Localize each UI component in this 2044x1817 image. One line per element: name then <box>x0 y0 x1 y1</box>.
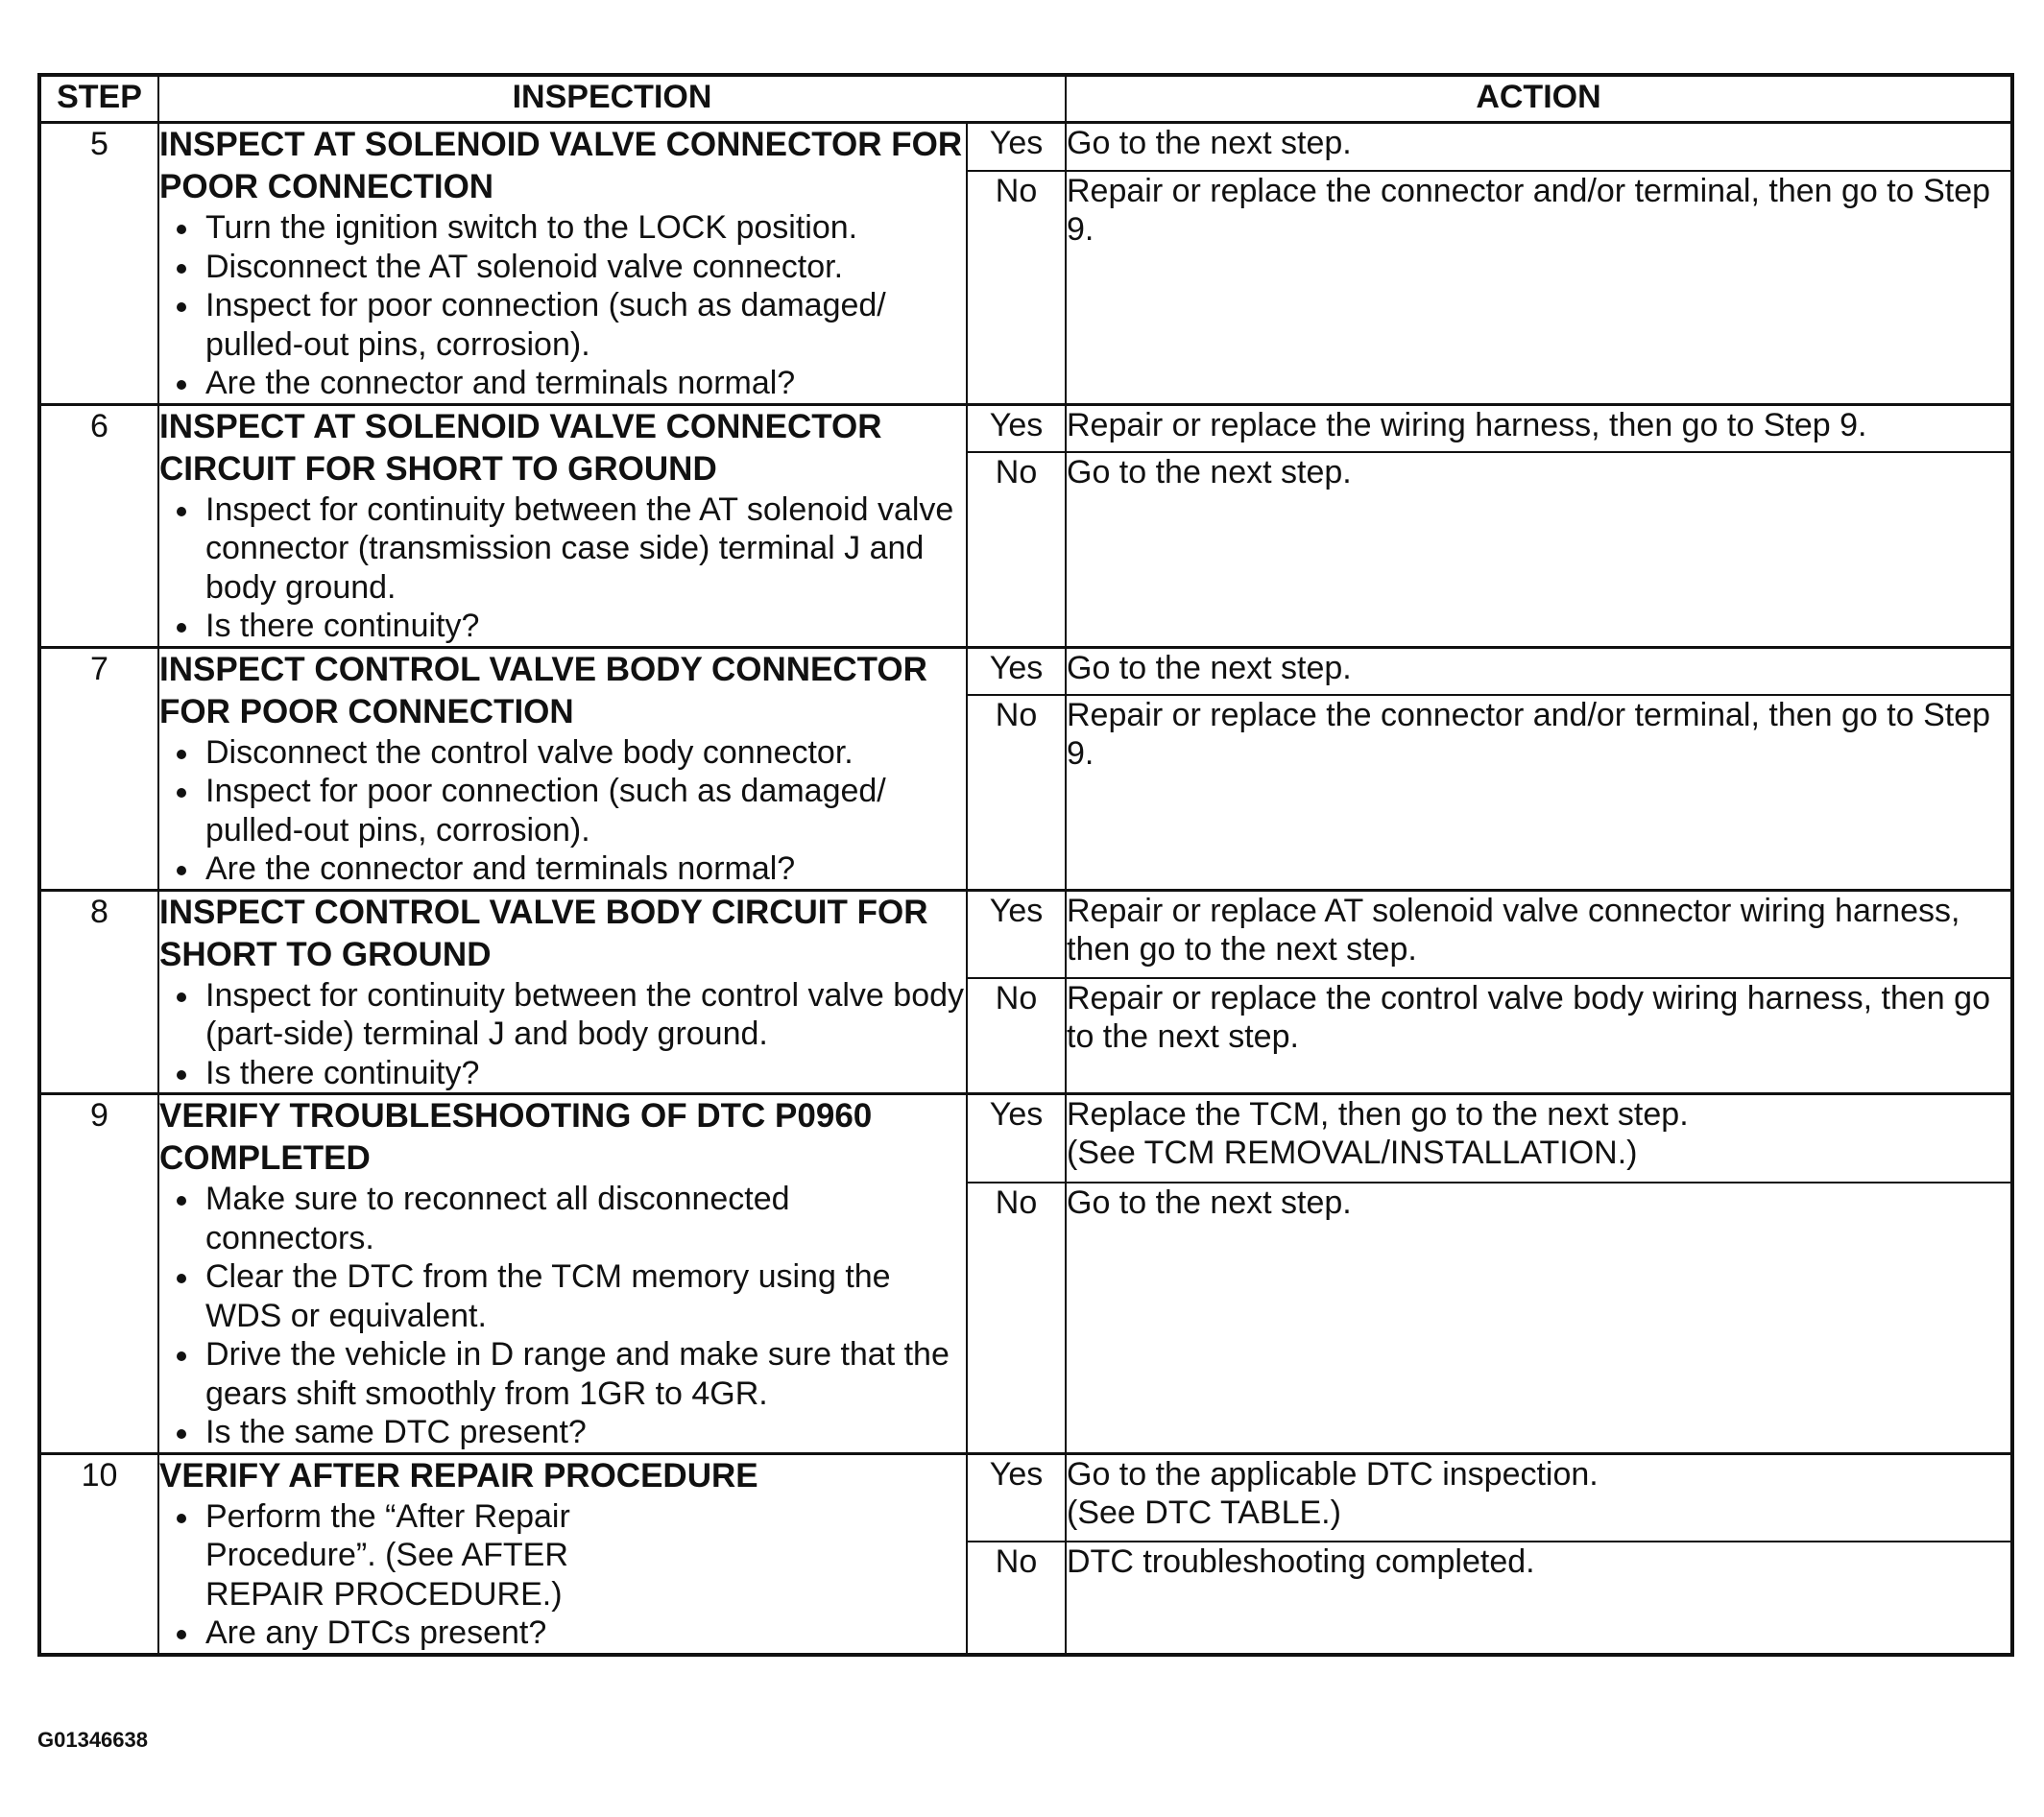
table-header-row <box>39 75 2012 123</box>
figure-id: G01346638 <box>37 1728 148 1752</box>
bullet-item: Disconnect the AT solenoid valve connector. <box>159 248 966 287</box>
yes-action-cell <box>1066 1094 2012 1183</box>
no-label: No <box>967 171 1066 405</box>
bullet-item: Inspect for continuity between the control valve body (part-side) terminal J and body ground. <box>159 976 966 1054</box>
inspection-bullets <box>159 490 966 646</box>
no-label: No <box>967 978 1066 1094</box>
yes-action: Repair or replace the wiring harness, then go to Step 9. <box>1066 404 2012 452</box>
bullet-item: Inspect for continuity between the AT solenoid valve connector (transmission case side) terminal J and body ground. <box>159 490 966 608</box>
inspection-bullets <box>159 1180 966 1452</box>
step-row-yes <box>39 1094 2012 1183</box>
bullet-item: Drive the vehicle in D range and make sure that the gears shift smoothly from 1GR to 4GR. <box>159 1335 966 1413</box>
header-step: STEP <box>39 75 158 123</box>
yes-action-cell <box>1066 1453 2012 1542</box>
inspection-title: INSPECT AT SOLENOID VALVE CONNECTOR CIRCUIT FOR SHORT TO GROUND <box>159 407 882 488</box>
inspection-title: VERIFY AFTER REPAIR PROCEDURE <box>159 1456 758 1494</box>
inspection-cell <box>158 647 967 890</box>
dtc-troubleshooting-document <box>37 73 2010 1657</box>
no-action: Repair or replace the connector and/or terminal, then go to Step 9. <box>1066 695 2012 890</box>
inspection-cell <box>158 123 967 405</box>
step-number: 8 <box>39 890 158 1094</box>
yes-label: Yes <box>967 123 1066 171</box>
no-label: No <box>967 695 1066 890</box>
bullet-item: Is there continuity? <box>159 607 966 646</box>
step-number: 7 <box>39 647 158 890</box>
yes-action-reference: (See DTC TABLE.) <box>1067 1494 1341 1531</box>
yes-label: Yes <box>967 1453 1066 1542</box>
bullet-item: Inspect for poor connection (such as damaged/ pulled-out pins, corrosion). <box>159 772 966 849</box>
yes-label: Yes <box>967 890 1066 978</box>
step-number: 6 <box>39 404 158 647</box>
inspection-title: INSPECT AT SOLENOID VALVE CONNECTOR FOR POOR CONNECTION <box>159 126 963 205</box>
inspection-title: INSPECT CONTROL VALVE BODY CONNECTOR FOR POOR CONNECTION <box>159 650 927 730</box>
no-label: No <box>967 1542 1066 1655</box>
step-number: 5 <box>39 123 158 405</box>
no-action: Go to the next step. <box>1066 452 2012 647</box>
inspection-title: VERIFY TROUBLESHOOTING OF DTC P0960 COMPLETED <box>159 1097 873 1177</box>
no-label: No <box>967 1183 1066 1454</box>
bullet-item: Inspect for poor connection (such as damaged/ pulled-out pins, corrosion). <box>159 286 966 364</box>
inspection-cell <box>158 404 967 647</box>
no-action: Go to the next step. <box>1066 1183 2012 1454</box>
yes-action: Replace the TCM, then go to the next step. <box>1067 1096 1689 1133</box>
inspection-bullets <box>159 208 966 403</box>
inspection-bullets <box>159 733 966 889</box>
no-label: No <box>967 452 1066 647</box>
step-row-yes <box>39 1453 2012 1542</box>
step-row-yes <box>39 647 2012 695</box>
yes-label: Yes <box>967 647 1066 695</box>
bullet-item: Is there continuity? <box>159 1054 966 1093</box>
bullet-item: Is the same DTC present? <box>159 1413 966 1452</box>
bullet-item: Perform the “After Repair Procedure”. (See AFTER REPAIR PROCEDURE.) <box>159 1497 678 1614</box>
yes-action-reference: (See TCM REMOVAL/INSTALLATION.) <box>1067 1135 1638 1171</box>
inspection-cell <box>158 1094 967 1454</box>
header-action: ACTION <box>1066 75 2012 123</box>
bullet-item: Are the connector and terminals normal? <box>159 364 966 403</box>
header-inspection: INSPECTION <box>158 75 1066 123</box>
inspection-cell <box>158 1453 967 1655</box>
step-row-yes <box>39 404 2012 452</box>
bullet-item: Clear the DTC from the TCM memory using the WDS or equivalent. <box>159 1257 966 1335</box>
step-row-yes <box>39 123 2012 171</box>
yes-action: Go to the next step. <box>1066 647 2012 695</box>
yes-label: Yes <box>967 404 1066 452</box>
bullet-item: Turn the ignition switch to the LOCK position. <box>159 208 966 248</box>
no-action: Repair or replace the connector and/or terminal, then go to Step 9. <box>1066 171 2012 405</box>
bullet-item: Disconnect the control valve body connector. <box>159 733 966 773</box>
troubleshooting-table <box>37 73 2014 1657</box>
bullet-item: Are the connector and terminals normal? <box>159 849 966 889</box>
yes-action: Repair or replace AT solenoid valve connector wiring harness, then go to the next step. <box>1066 890 2012 978</box>
inspection-cell <box>158 890 967 1094</box>
yes-action: Go to the next step. <box>1066 123 2012 171</box>
inspection-bullets <box>159 1497 966 1653</box>
no-action: DTC troubleshooting completed. <box>1066 1542 2012 1655</box>
bullet-item: Are any DTCs present? <box>159 1614 678 1653</box>
step-number: 10 <box>39 1453 158 1655</box>
step-number: 9 <box>39 1094 158 1454</box>
yes-action: Go to the applicable DTC inspection. <box>1067 1455 1599 1493</box>
no-action: Repair or replace the control valve body wiring harness, then go to the next step. <box>1066 978 2012 1094</box>
inspection-bullets <box>159 976 966 1093</box>
step-row-yes <box>39 890 2012 978</box>
bullet-item: Make sure to reconnect all disconnected connectors. <box>159 1180 966 1257</box>
inspection-title: INSPECT CONTROL VALVE BODY CIRCUIT FOR SHORT TO GROUND <box>159 893 928 973</box>
yes-label: Yes <box>967 1094 1066 1183</box>
